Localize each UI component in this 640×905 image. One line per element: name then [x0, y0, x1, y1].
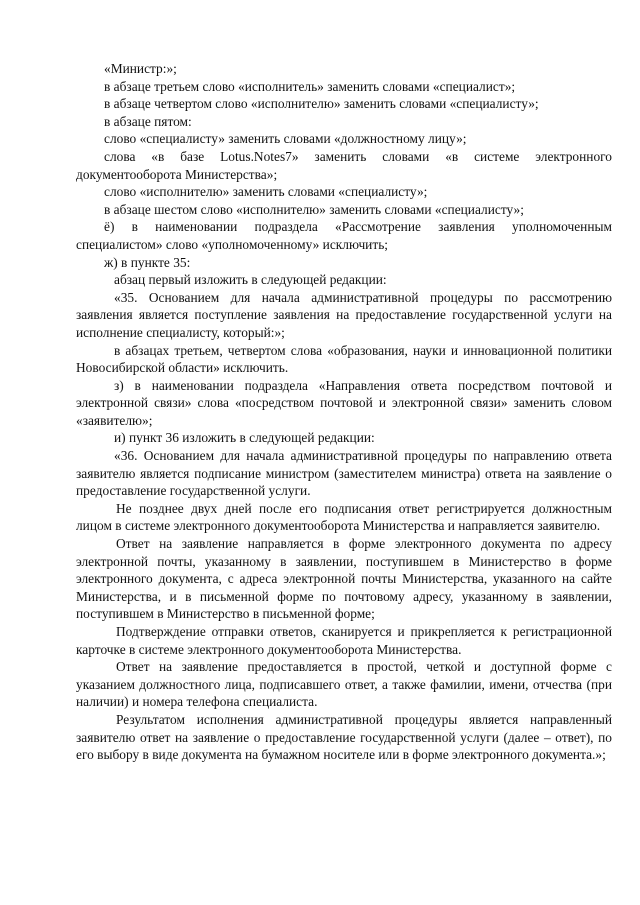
- paragraph: в абзаце пятом:: [104, 113, 192, 129]
- paragraph: Результатом исполнения административной процедуры является направленный заявителю ответ на заявление о предоставление государственной услуги (далее – ответ), по его выбору в виде документа на бумажном носителе или в форме электронного документа.»;: [76, 711, 612, 763]
- paragraph: и) пункт 36 изложить в следующей редакции:: [114, 430, 375, 446]
- paragraph: Ответ на заявление направляется в форме электронного документа по адресу электронной почты, указанному в заявлении, поступившем в Министерство в форме электронного документа, с адреса электронной почты Министерства, указанного на сайте Министерства, и в письменной форме по почтовому адресу, указанному в заявлении, поступившем в Министерство в письменной форме;: [76, 536, 612, 622]
- paragraph: в абзаце шестом слово «исполнителю» заменить словами «специалисту»;: [104, 201, 524, 217]
- paragraph: ж) в пункте 35:: [104, 254, 191, 270]
- paragraph: в абзаце четвертом слово «исполнителю» заменить словами «специалисту»;: [104, 96, 539, 112]
- paragraph: Подтверждение отправки ответов, сканируется и прикрепляется к регистрационной карточке в системе электронного документооборота Министерства.: [76, 624, 612, 657]
- paragraph: «36. Основанием для начала административной процедуры по направлению ответа заявителю является подписание министром (заместителем министра) ответа на заявление о предоставление государственной услуги.: [76, 448, 612, 499]
- paragraph: «35. Основанием для начала административной процедуры по рассмотрению заявления является поступление заявления на предоставление государственной услуги на исполнение специалисту, который:»;: [76, 289, 612, 340]
- paragraph: «Министр:»;: [104, 61, 177, 76]
- paragraph: абзац первый изложить в следующей редакции:: [114, 272, 387, 288]
- paragraph: в абзаце третьем слово «исполнитель» заменить словами «специалист»;: [104, 78, 516, 94]
- paragraph: Ответ на заявление предоставляется в простой, четкой и доступной форме с указанием должностного лица, подписавшего ответ, а также фамилии, имени, отчества (при наличии) и номера телефона специалиста.: [76, 659, 612, 710]
- paragraph: слова «в базе Lotus.Notes7» заменить словами «в системе электронного документооборота Министерства»;: [76, 148, 612, 182]
- paragraph: з) в наименовании подраздела «Направления ответа посредством почтовой и электронной связи» слова «посредством почтовой и электронной связи» заменить словом «заявителю»;: [76, 377, 612, 428]
- paragraph: слово «специалисту» заменить словами «должностному лицу»;: [104, 131, 467, 147]
- paragraph: слово «исполнителю» заменить словами «специалисту»;: [104, 184, 428, 200]
- paragraph: в абзацах третьем, четвертом слова «образования, науки и инновационной политики Новосибирской области» исключить.: [76, 342, 612, 376]
- paragraph: Не позднее двух дней после его подписания ответ регистрируется должностным лицом в системе электронного документооборота Министерства и направляется заявителю.: [76, 500, 612, 534]
- paragraph: ё) в наименовании подраздела «Рассмотрение заявления уполномоченным специалистом» слово «уполномоченному» исключить;: [76, 219, 612, 252]
